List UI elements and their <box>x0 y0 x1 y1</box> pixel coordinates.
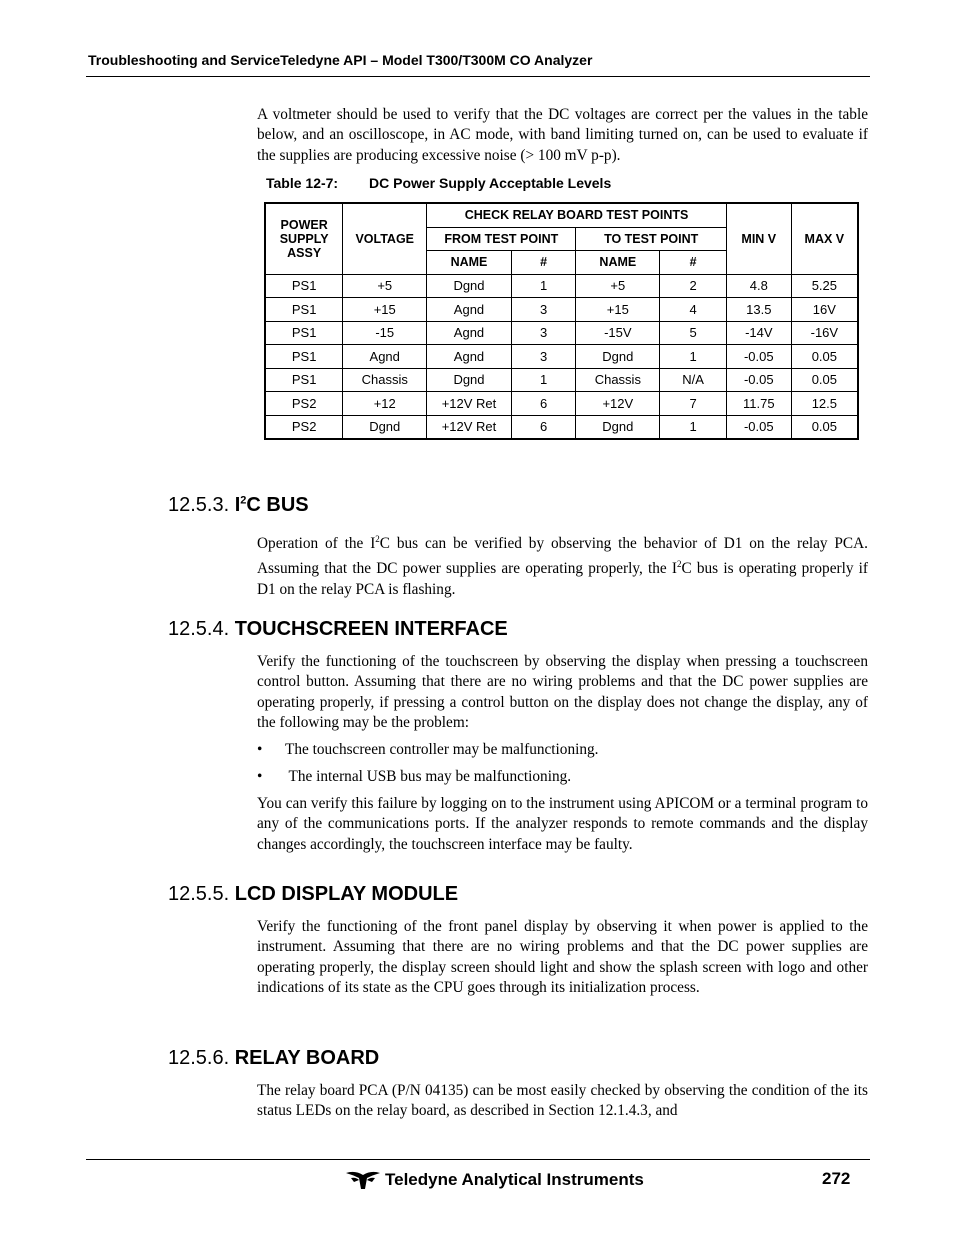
table-row <box>265 345 858 369</box>
table-cell: -16V <box>791 321 858 345</box>
table-row <box>265 298 858 322</box>
header-to-test-point: TO TEST POINT <box>576 227 726 251</box>
table-cell: N/A <box>660 368 727 392</box>
section-number: 12.5.6. <box>168 1047 230 1069</box>
table-cell: Dgnd <box>427 274 512 298</box>
table-cell: Agnd <box>427 345 512 369</box>
page-number: 272 <box>822 1169 851 1188</box>
text-run: Operation of the I <box>257 535 376 553</box>
table-cell: +5 <box>576 274 660 298</box>
table-cell: 3 <box>511 298 576 322</box>
table-cell: Dgnd <box>576 345 660 369</box>
table-cell: +12 <box>343 392 427 416</box>
table-cell: PS1 <box>265 321 343 345</box>
intro-paragraph: A voltmeter should be used to verify that the DC voltages are correct per the values in the table below, and an oscilloscope, in AC mode, with band limiting turned on, can be used to evaluate if the supplies are producing excessive noise (> 100 mV p-p). <box>257 106 868 164</box>
section-title: LCD DISPLAY MODULE <box>234 883 459 905</box>
touchscreen-paragraph-2: You can verify this failure by logging on to the instrument using APICOM or a terminal program to any of the communications ports. If the analyzer responds to remote commands and the display changes accordingly, the touchscreen interface may be faulty. <box>257 795 868 853</box>
table-cell: +15 <box>343 298 427 322</box>
table-cell: PS1 <box>265 298 343 322</box>
table-cell: 5.25 <box>791 274 858 298</box>
table-cell: PS1 <box>265 274 343 298</box>
table-row <box>265 321 858 345</box>
table-cell: Agnd <box>427 298 512 322</box>
title-part: C BUS <box>246 494 309 516</box>
running-header: Troubleshooting and ServiceTeledyne API – Model T300/T300M CO Analyzer <box>88 52 593 68</box>
i2c-paragraph <box>257 529 868 600</box>
header-power-supply: POWER SUPPLY ASSY <box>265 203 343 274</box>
table-cell: 4.8 <box>726 274 791 298</box>
table-cell: PS2 <box>265 415 343 439</box>
list-item <box>257 740 868 760</box>
table-cell: +12V <box>576 392 660 416</box>
section-heading-i2c <box>168 494 309 517</box>
section-title: RELAY BOARD <box>234 1047 380 1069</box>
table-cell: Dgnd <box>427 368 512 392</box>
table-row <box>265 274 858 298</box>
table-caption-title: DC Power Supply Acceptable Levels <box>369 175 612 191</box>
table-cell: +15 <box>576 298 660 322</box>
table-cell: 6 <box>511 392 576 416</box>
section-heading-relay <box>168 1047 379 1070</box>
list-item-text: The internal USB bus may be malfunctioning. <box>285 768 572 785</box>
table-cell: 11.75 <box>726 392 791 416</box>
table-cell: 7 <box>660 392 727 416</box>
bullet-icon: • <box>257 768 263 785</box>
text-run: C bus can be verified by observing the behavior of D1 on the relay PCA. Assuming that the DC power supplies are operating properly, the I <box>257 535 868 578</box>
title-superscript: 2 <box>240 494 247 507</box>
table-cell: -0.05 <box>726 368 791 392</box>
table-cell: 0.05 <box>791 415 858 439</box>
table-cell: Dgnd <box>343 415 427 439</box>
table-cell: 5 <box>660 321 727 345</box>
title-part: I <box>234 494 241 516</box>
table-cell: 3 <box>511 321 576 345</box>
table-cell: PS2 <box>265 392 343 416</box>
table-cell: +5 <box>343 274 427 298</box>
table-cell: Agnd <box>343 345 427 369</box>
touchscreen-paragraph: Verify the functioning of the touchscreen by observing the display when pressing a touchscreen control button. Assuming that there are no wiring problems and that the DC power supplies are operating properly, if pressing a control button on the display does not change the display, any of the following may be the problem: <box>257 653 868 731</box>
header-divider <box>86 76 870 77</box>
table-row <box>265 415 858 439</box>
table-cell: -15 <box>343 321 427 345</box>
teledyne-logo-icon <box>345 1169 381 1191</box>
table-caption <box>266 175 611 191</box>
relay-paragraph: The relay board PCA (P/N 04135) can be most easily checked by observing the condition of the its status LEDs on the relay board, as described in Section 12.1.4.3, and <box>257 1082 868 1120</box>
header-from-name: NAME <box>427 251 512 275</box>
superscript: 2 <box>677 559 682 570</box>
table-cell: -14V <box>726 321 791 345</box>
section-title <box>235 494 309 516</box>
section-heading-lcd <box>168 883 458 906</box>
header-from-test-point: FROM TEST POINT <box>427 227 576 251</box>
table-cell: 12.5 <box>791 392 858 416</box>
table-cell: 0.05 <box>791 345 858 369</box>
text-run: C bus is operating properly if D1 on the relay PCA is flashing. <box>257 560 869 598</box>
table-cell: 16V <box>791 298 858 322</box>
table-cell: Dgnd <box>576 415 660 439</box>
table-cell: PS1 <box>265 345 343 369</box>
table-cell: 1 <box>660 345 727 369</box>
table-cell: -15V <box>576 321 660 345</box>
power-supply-table <box>264 202 859 440</box>
footer-company: Teledyne Analytical Instruments <box>385 1170 644 1189</box>
table-cell: -0.05 <box>726 415 791 439</box>
footer <box>345 1169 644 1191</box>
table-cell: 13.5 <box>726 298 791 322</box>
header-to-number: # <box>660 251 727 275</box>
table-cell: 1 <box>660 415 727 439</box>
table-caption-number: Table 12-7: <box>266 175 339 191</box>
header-to-name: NAME <box>576 251 660 275</box>
table-cell: 4 <box>660 298 727 322</box>
list-item-text: The touchscreen controller may be malfunctioning. <box>285 741 599 758</box>
header-min-v: MIN V <box>726 203 791 274</box>
lcd-paragraph: Verify the functioning of the front panel display by observing it when power is applied to the instrument. Assuming that there are no wiring problems and that the DC power supplies are operating properly, the display screen should light and show the splash screen with logo and other indications of its state as the CPU goes through its initialization process. <box>257 918 868 996</box>
table-cell: +12V Ret <box>427 415 512 439</box>
header-voltage: VOLTAGE <box>343 203 427 274</box>
table-cell: Chassis <box>343 368 427 392</box>
table-cell: +12V Ret <box>427 392 512 416</box>
list-item <box>257 767 868 787</box>
section-heading-touchscreen <box>168 618 508 641</box>
table-cell: 1 <box>511 274 576 298</box>
superscript: 2 <box>375 534 380 544</box>
table-cell: 0.05 <box>791 368 858 392</box>
section-number: 12.5.4. <box>168 618 230 640</box>
section-number: 12.5.5. <box>168 883 230 905</box>
header-from-number: # <box>511 251 576 275</box>
table-cell: 6 <box>511 415 576 439</box>
table-cell: -0.05 <box>726 345 791 369</box>
table-cell: Agnd <box>427 321 512 345</box>
table-cell: Chassis <box>576 368 660 392</box>
footer-divider <box>86 1159 870 1160</box>
header-check-points: CHECK RELAY BOARD TEST POINTS <box>427 203 727 227</box>
table-cell: 1 <box>511 368 576 392</box>
section-title: TOUCHSCREEN INTERFACE <box>234 618 508 640</box>
bullet-icon: • <box>257 741 263 758</box>
table-row <box>265 392 858 416</box>
table-cell: 2 <box>660 274 727 298</box>
table-row <box>265 368 858 392</box>
section-number: 12.5.3. <box>168 494 230 516</box>
header-max-v: MAX V <box>791 203 858 274</box>
table-cell: PS1 <box>265 368 343 392</box>
table-cell: 3 <box>511 345 576 369</box>
